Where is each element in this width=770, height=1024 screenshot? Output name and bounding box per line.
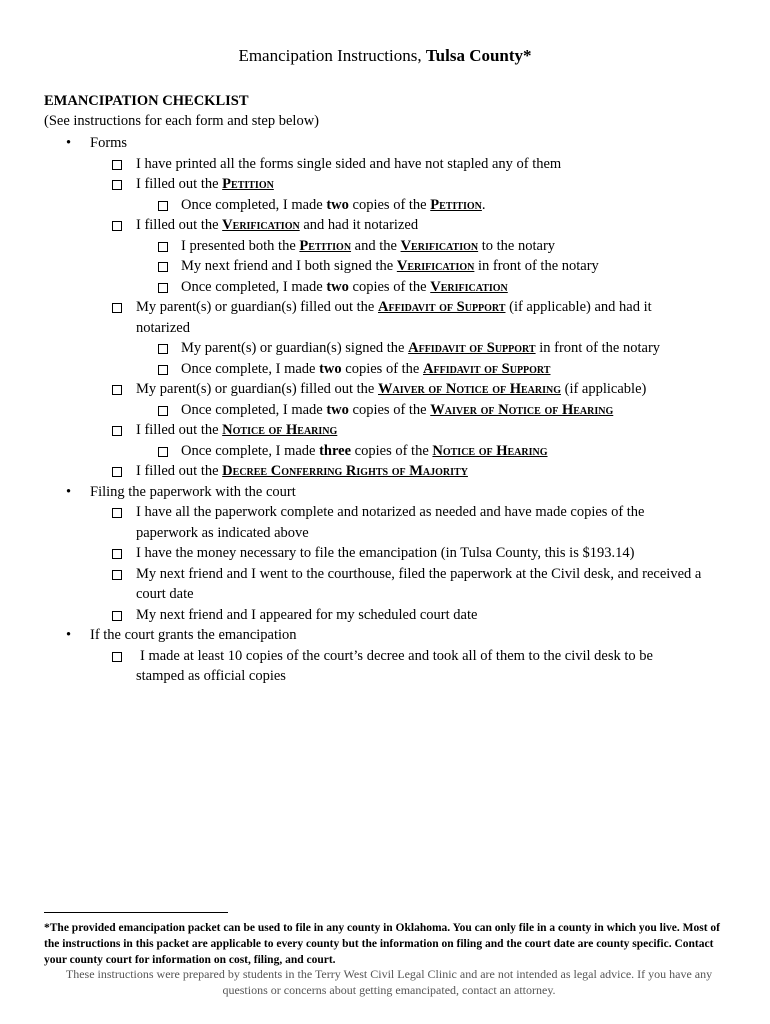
item-text: I filled out the Petition (136, 176, 274, 192)
checkbox[interactable] (158, 201, 168, 211)
checkbox[interactable] (112, 467, 122, 477)
item-text: I have printed all the forms single sided and have not stapled any of them (136, 155, 562, 172)
title-main: Emancipation Instructions, (238, 46, 426, 65)
item-text: Once complete, I made three copies of the Notice of Hearing (181, 442, 548, 459)
item-text: I filled out the Verification and had it notarized (136, 217, 419, 233)
checklist-item-continued (0, 318, 770, 339)
checkbox[interactable] (158, 406, 168, 416)
item-text: My parent(s) or guardian(s) signed the Affidavit of Support in front of the notary (181, 340, 661, 356)
checklist-subitem (0, 195, 770, 216)
checkbox[interactable] (112, 303, 122, 313)
checkbox[interactable] (112, 180, 122, 190)
checkbox[interactable] (112, 385, 122, 395)
checklist-subitem (0, 277, 770, 298)
checklist-item (0, 564, 770, 585)
checkbox[interactable] (112, 160, 122, 170)
checklist-item (0, 174, 770, 195)
checkbox[interactable] (112, 221, 122, 231)
item-text: My parent(s) or guardian(s) filled out the Waiver of Notice of Hearing (if applicable) (136, 381, 647, 397)
checklist-item (0, 420, 770, 441)
checklist-item-continued (0, 666, 770, 687)
item-text: I made at least 10 copies of the court’s decree and took all of them to the civil desk to be (140, 647, 653, 664)
checkbox[interactable] (112, 426, 122, 436)
item-text: I presented both the Petition and the Verification to the notary (181, 237, 556, 254)
checkbox[interactable] (158, 283, 168, 293)
checklist-item (0, 379, 770, 400)
section-label: Forms (90, 135, 128, 151)
footnote: *The provided emancipation packet can be used to file in any county in Oklahoma. You can only file in a county in which you live. Most of the instructions in this packet are applicable to every county but the information on filing and the court date are county specific. Contact your county court for information on cost, filing, and court. (44, 922, 721, 966)
footnote-divider (44, 912, 228, 913)
section-label: If the court grants the emancipation (90, 627, 297, 643)
checklist-item (0, 646, 770, 667)
item-text: My next friend and I went to the courthouse, filed the paperwork at the Civil desk, and received a (136, 565, 702, 582)
title-county: Tulsa County* (425, 46, 532, 65)
checklist-subheading: (See instructions for each form and step below) (44, 113, 320, 129)
checklist-subitem (0, 236, 770, 257)
checklist-subitem (0, 256, 770, 277)
section-forms (0, 133, 770, 154)
checklist-item (0, 215, 770, 236)
checkbox[interactable] (112, 652, 122, 662)
checklist-item (0, 502, 770, 523)
checkbox[interactable] (158, 365, 168, 375)
checkbox[interactable] (112, 549, 122, 559)
section-grant (0, 625, 770, 646)
disclaimer: These instructions were prepared by students in the Terry West Civil Legal Clinic and are not intended as legal advice. If you have any questions or concerns about getting emancipated, contact an attorney. (65, 967, 713, 997)
item-text: court date (136, 586, 194, 602)
checkbox[interactable] (158, 344, 168, 354)
item-text: Once completed, I made two copies of the Verification (181, 278, 508, 295)
item-text: Once completed, I made two copies of the Waiver of Notice of Hearing (181, 401, 614, 418)
checklist-item (0, 605, 770, 626)
item-text: I have all the paperwork complete and notarized as needed and have made copies of the (136, 504, 645, 520)
checkbox[interactable] (158, 447, 168, 457)
checklist-item (0, 461, 770, 482)
bullet-icon: • (66, 135, 72, 151)
checklist-subitem (0, 359, 770, 380)
checkbox[interactable] (158, 242, 168, 252)
section-filing (0, 482, 770, 503)
item-text: I filled out the Decree Conferring Rights of Majority (136, 463, 468, 479)
section-label: Filing the paperwork with the court (90, 483, 296, 500)
checklist-item-continued (0, 584, 770, 605)
petition-link: Petition (222, 176, 274, 192)
checkbox[interactable] (112, 508, 122, 518)
item-text: Once complete, I made two copies of the Affidavit of Support (181, 360, 551, 377)
checklist-item (0, 154, 770, 175)
checkbox[interactable] (112, 570, 122, 580)
checklist-subitem (0, 400, 770, 421)
item-text: stamped as official copies (136, 668, 286, 684)
checkbox[interactable] (112, 611, 122, 621)
checklist-content (0, 133, 770, 687)
checklist-item-continued (0, 523, 770, 544)
item-text: Once completed, I made two copies of the Petition. (181, 196, 486, 213)
bullet-icon: • (66, 627, 72, 643)
checklist-heading: EMANCIPATION CHECKLIST (44, 93, 249, 109)
document-title (0, 46, 770, 66)
item-text: I have the money necessary to file the emancipation (in Tulsa County, this is $193.14) (136, 545, 635, 561)
bullet-icon: • (66, 483, 72, 500)
checklist-subitem (0, 338, 770, 359)
checklist-subitem (0, 441, 770, 462)
item-text: My next friend and I both signed the Verification in front of the notary (181, 258, 599, 274)
item-text: notarized (136, 319, 190, 336)
item-text: I filled out the Notice of Hearing (136, 422, 338, 438)
item-text: paperwork as indicated above (136, 524, 309, 541)
item-text: My parent(s) or guardian(s) filled out the Affidavit of Support (if applicable) and had it (136, 299, 652, 315)
checkbox[interactable] (158, 262, 168, 272)
checklist-item (0, 543, 770, 564)
item-text: My next friend and I appeared for my scheduled court date (136, 606, 478, 623)
checklist-item (0, 297, 770, 318)
